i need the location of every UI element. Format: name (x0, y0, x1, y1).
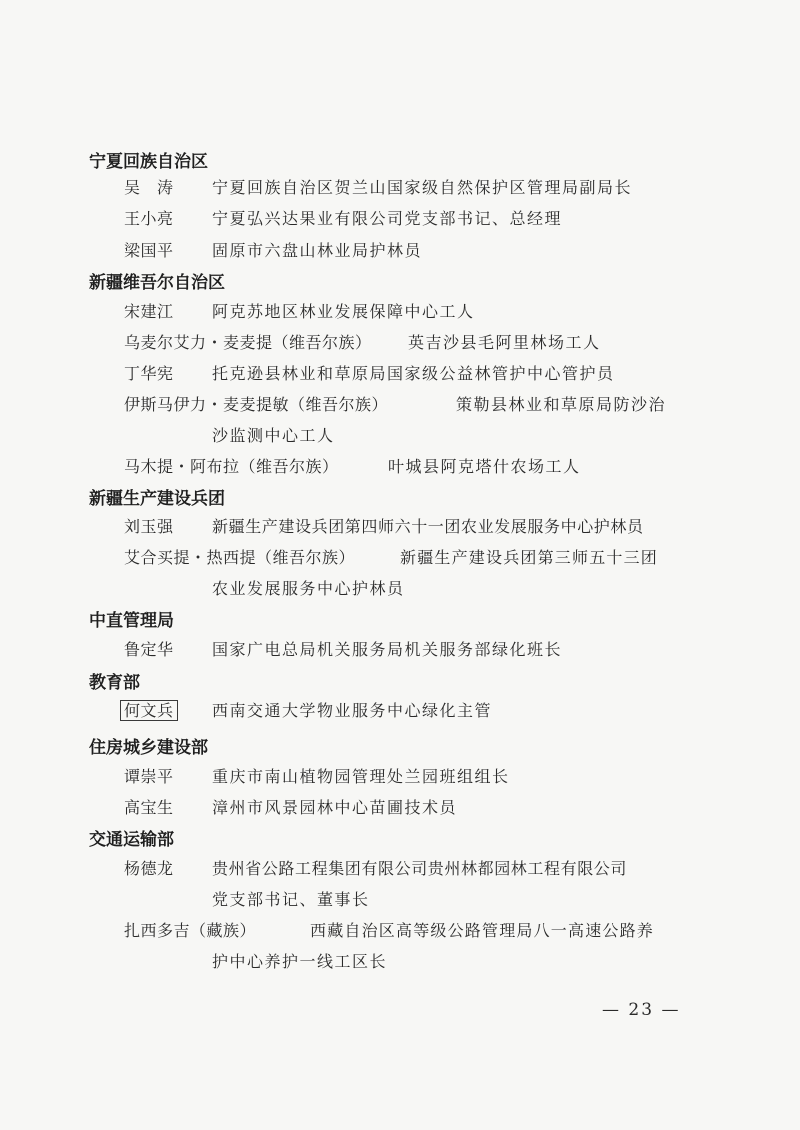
entry-name: 乌麦尔艾力・麦麦提（维吾尔族） (124, 333, 372, 352)
entry-desc: 西藏自治区高等级公路管理局八一高速公路养 (310, 921, 655, 940)
entry-name: 谭崇平 (124, 767, 174, 786)
section-title-ningxia: 宁夏回族自治区 (89, 152, 208, 172)
entry-name: 丁华宪 (124, 364, 174, 383)
entry-desc: 宁夏弘兴达果业有限公司党支部书记、总经理 (212, 209, 563, 228)
entry-desc: 新疆生产建设兵团第四师六十一团农业发展服务中心护林员 (212, 517, 644, 536)
entry-desc: 策勒县林业和草原局防沙治 (456, 395, 667, 414)
entry-name: 王小亮 (124, 209, 174, 228)
entry-desc: 漳州市风景园林中心苗圃技术员 (212, 798, 458, 817)
entry-desc: 阿克苏地区林业发展保障中心工人 (212, 302, 475, 321)
entry-name: 马木提・阿布拉（维吾尔族） (124, 457, 339, 476)
entry-name: 艾合买提・热西提（维吾尔族） (124, 548, 356, 567)
page-number: — 23 — (602, 1000, 681, 1020)
entry-name: 梁国平 (124, 241, 174, 260)
entry-desc-continued: 护中心养护一线工区长 (212, 952, 388, 971)
entry-name: 高宝生 (124, 798, 174, 817)
entry-desc: 叶城县阿克塔什农场工人 (388, 457, 581, 476)
entry-desc: 西南交通大学物业服务中心绿化主管 (212, 701, 493, 720)
section-title-jiaoyu: 教育部 (89, 673, 140, 693)
entry-desc-continued: 农业发展服务中心护林员 (212, 579, 405, 598)
entry-name: 鲁定华 (124, 640, 174, 659)
entry-desc-continued: 沙监测中心工人 (212, 426, 335, 445)
entry-name: 刘玉强 (124, 517, 174, 536)
section-title-zhongzhi: 中直管理局 (89, 611, 174, 631)
entry-name: 扎西多吉（藏族） (124, 921, 257, 940)
entry-name: 伊斯马伊力・麦麦提敏（维吾尔族） (124, 395, 389, 414)
entry-desc: 英吉沙县毛阿里林场工人 (408, 333, 601, 352)
boxed-name: 何文兵 (120, 700, 178, 721)
entry-desc: 重庆市南山植物园管理处兰园班组组长 (212, 767, 510, 786)
section-title-xinjiang: 新疆维吾尔自治区 (89, 273, 225, 293)
entry-name: 宋建江 (124, 302, 174, 321)
entry-desc: 国家广电总局机关服务局机关服务部绿化班长 (212, 640, 563, 659)
entry-desc: 固原市六盘山林业局护林员 (212, 241, 423, 260)
section-title-bingtuan: 新疆生产建设兵团 (89, 489, 225, 509)
entry-desc: 新疆生产建设兵团第三师五十三团 (400, 548, 659, 567)
entry-name: 吴 涛 (124, 178, 174, 197)
entry-desc: 贵州省公路工程集团有限公司贵州林都园林工程有限公司 (212, 859, 628, 878)
entry-desc-continued: 党支部书记、董事长 (212, 890, 370, 909)
entry-name: 杨德龙 (124, 859, 174, 878)
section-title-zhufang: 住房城乡建设部 (89, 738, 208, 758)
entry-desc: 托克逊县林业和草原局国家级公益林管护中心管护员 (212, 364, 615, 383)
entry-name (124, 698, 178, 721)
entry-desc: 宁夏回族自治区贺兰山国家级自然保护区管理局副局长 (212, 178, 633, 197)
section-title-jiaotong: 交通运输部 (89, 830, 174, 850)
